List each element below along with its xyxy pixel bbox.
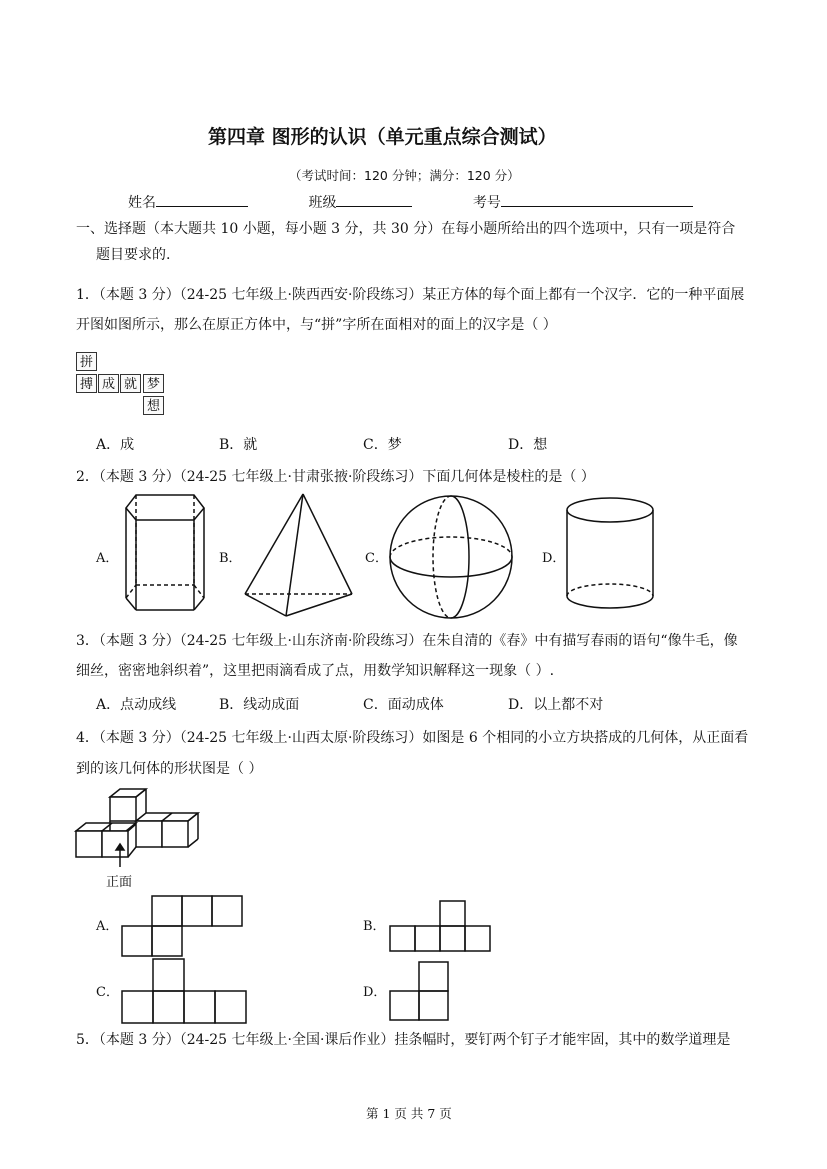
- name-label: 姓名: [128, 195, 156, 211]
- page-title: 第四章 图形的认识（单元重点综合测试）: [208, 126, 557, 148]
- q4-option-b-figure: [388, 900, 492, 952]
- q2-stem: 2．（本题 3 分）（24-25 七年级上·甘肃张掖·阶段练习）下面几何体是棱柱的是（ ）: [76, 469, 595, 485]
- q2-option-c[interactable]: C．: [365, 551, 388, 566]
- section-heading: 一、选择题（本大题共 10 小题，每小题 3 分，共 30 分）在每小题所给出的四个选项中，只有一项是符合: [76, 221, 736, 237]
- q2-option-b[interactable]: B．: [219, 551, 242, 566]
- q3-option-a[interactable]: A．点动成线: [96, 697, 177, 713]
- exam-info: （考试时间：120 分钟；满分：120 分）: [289, 168, 520, 183]
- q3-stem: 3．（本题 3 分）（24-25 七年级上·山东济南·阶段练习）在朱自清的《春》中有描写春雨的语句“像牛毛，像: [76, 633, 738, 649]
- id-field[interactable]: [501, 192, 693, 207]
- pyramid-figure: [240, 490, 360, 620]
- q1-option-b[interactable]: B．就: [219, 437, 258, 453]
- net-cell: 拼: [76, 352, 97, 371]
- q4-option-c-figure: [120, 958, 252, 1024]
- class-field[interactable]: [336, 192, 412, 207]
- q2-option-a[interactable]: A．: [96, 551, 119, 566]
- class-label: 班级: [308, 195, 337, 211]
- q3-option-b[interactable]: B．线动成面: [219, 697, 300, 713]
- q1-stem: 1．（本题 3 分）（24-25 七年级上·陕西西安·阶段练习）某正方体的每个面上都有一个汉字．它的一种平面展: [76, 287, 745, 303]
- q4-stem-cont: 到的该几何体的形状图是（ ）: [76, 761, 263, 777]
- section-heading-cont: 题目要求的.: [96, 247, 171, 263]
- q5-stem: 5．（本题 3 分）（24-25 七年级上·全国·课后作业）挂条幅时，要钉两个钉子才能牢固，其中的数学道理是: [76, 1032, 731, 1048]
- net-cell: 就: [120, 374, 141, 393]
- q3-stem-cont: 细丝，密密地斜织着”，这里把雨滴看成了点，用数学知识解释这一现象（ ）.: [76, 663, 555, 679]
- cube-stack-figure: [74, 788, 204, 868]
- name-field[interactable]: [156, 192, 248, 207]
- q1-option-c[interactable]: C．梦: [363, 437, 402, 453]
- q4-option-d-figure: [388, 961, 450, 1021]
- q1-option-d[interactable]: D．想: [508, 437, 548, 453]
- q3-option-c[interactable]: C．面动成体: [363, 697, 444, 713]
- q4-option-b[interactable]: B．: [363, 919, 386, 934]
- hexagonal-prism-figure: [110, 490, 210, 620]
- q1-stem-cont: 开图如图所示，那么在原正方体中，与“拼”字所在面相对的面上的汉字是（ ）: [76, 317, 557, 333]
- student-info-row: [128, 192, 693, 212]
- q4-option-a[interactable]: A．: [96, 919, 119, 934]
- q4-stem: 4．（本题 3 分）（24-25 七年级上·山西太原·阶段练习）如图是 6 个相同的小立方块搭成的几何体，从正面看: [76, 730, 749, 746]
- sphere-figure: [388, 494, 518, 620]
- net-cell: 梦: [143, 374, 164, 393]
- q4-option-c[interactable]: C．: [96, 985, 119, 1000]
- q4-option-a-figure: [120, 895, 246, 957]
- net-cell: 成: [98, 374, 119, 393]
- q1-option-a[interactable]: A．成: [96, 437, 135, 453]
- q3-option-d[interactable]: D．以上都不对: [508, 697, 604, 713]
- page-number: 第 1 页 共 7 页: [366, 1106, 452, 1121]
- front-view-label: 正面: [106, 875, 133, 890]
- net-cell: 搏: [76, 374, 97, 393]
- id-label: 考号: [472, 195, 501, 211]
- cylinder-figure: [564, 496, 660, 622]
- q2-option-d[interactable]: D．: [542, 551, 566, 566]
- net-cell: 想: [143, 396, 164, 415]
- q4-option-d[interactable]: D．: [363, 985, 387, 1000]
